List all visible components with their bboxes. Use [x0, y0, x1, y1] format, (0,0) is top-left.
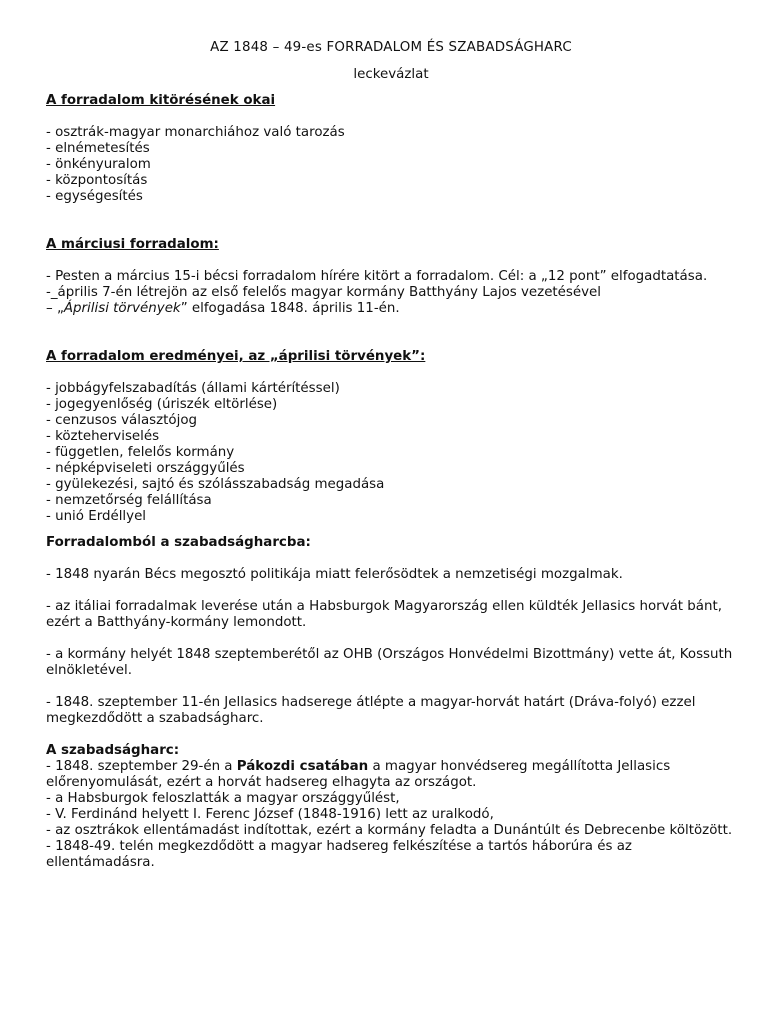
- list-item: - független, felelős kormány: [46, 445, 235, 460]
- paragraph: - a kormány helyét 1848 szeptemberétől az OHB (Országos Honvédelmi Bizottmány) vette át, Kossuth elnökletével.: [46, 647, 733, 678]
- list-item: - unió Erdéllyel: [46, 509, 147, 524]
- section-heading-causes: A forradalom kitörésének okai: [46, 93, 276, 108]
- document-page: [46, 40, 736, 871]
- text-fragment: a magyar honvédsereg megállította Jellasics előrenyomulását, ezért a horvát hadsereg elhagyta az országot.: [46, 759, 671, 790]
- text-fragment: ” elfogadása 1848. április 11-én.: [180, 301, 400, 316]
- text-fragment: – „: [46, 301, 64, 316]
- paragraph: - 1848-49. telén megkezdődött a magyar hadsereg felkészítése a tartós háborúra és az ellentámadásra.: [46, 839, 632, 870]
- paragraph: [46, 759, 736, 791]
- paragraph: - a Habsburgok feloszlatták a magyar országgyűlést,: [46, 791, 400, 806]
- paragraph: - V. Ferdinánd helyett I. Ferenc József (1848-1916) lett az uralkodó,: [46, 807, 494, 822]
- list-item: - önkényuralom: [46, 157, 151, 172]
- list-item: - népképviseleti országgyűlés: [46, 461, 245, 476]
- list-item: - jobbágyfelszabadítás (állami kártérítéssel): [46, 381, 340, 396]
- italic-text: Áprilisi törvények: [63, 301, 181, 316]
- list-item: - központosítás: [46, 173, 148, 188]
- list-item: - elnémetesítés: [46, 141, 150, 156]
- list-item: - jogegyenlőség (úriszék eltörlése): [46, 397, 278, 412]
- section-heading-war-of-independence: A szabadságharc:: [46, 743, 180, 758]
- paragraph: - Pesten a március 15-i bécsi forradalom hírére kitört a forradalom. Cél: a „12 pont” elfogadtatása.: [46, 269, 708, 284]
- text-fragment: - 1848. szeptember 29-én a: [46, 759, 237, 774]
- list-item: - közteherviselés: [46, 429, 160, 444]
- list-item: - cenzusos választójog: [46, 413, 198, 428]
- paragraph: - az osztrákok ellentámadást indítottak, ezért a kormány feladta a Dunántúlt és Debrecenbe költözött.: [46, 823, 733, 838]
- section-heading-results: A forradalom eredményei, az „áprilisi törvények”:: [46, 349, 426, 364]
- paragraph: -_április 7-én létrejön az első felelős magyar kormány Batthyány Lajos vezetésével: [46, 285, 602, 300]
- bold-text: Pákozdi csatában: [236, 759, 369, 774]
- section-heading-march-revolution: A márciusi forradalom:: [46, 237, 219, 252]
- paragraph: - az itáliai forradalmak leverése után a Habsburgok Magyarország ellen küldték Jellasics horvát bánt, ezért a Batthyány-kormány lemondott.: [46, 599, 722, 630]
- paragraph: [46, 301, 736, 317]
- paragraph: - 1848. szeptember 11-én Jellasics hadserege átlépte a magyar-horvát határt (Dráva-folyó) ezzel megkezdődött a szabadságharc.: [46, 695, 696, 726]
- paragraph: - 1848 nyarán Bécs megosztó politikája miatt felerősödtek a nemzetiségi mozgalmak.: [46, 567, 623, 582]
- list-item: - nemzetőrség felállítása: [46, 493, 212, 508]
- list-item: - gyülekezési, sajtó és szólásszabadság megadása: [46, 477, 385, 492]
- document-subtitle: leckevázlat: [353, 67, 429, 82]
- list-item: - egységesítés: [46, 189, 143, 204]
- list-item: - osztrák-magyar monarchiához való tarozás: [46, 125, 345, 140]
- document-title: AZ 1848 – 49-es FORRADALOM ÉS SZABADSÁGHARC: [210, 40, 572, 55]
- section-heading-to-war: Forradalomból a szabadságharcba:: [46, 535, 311, 550]
